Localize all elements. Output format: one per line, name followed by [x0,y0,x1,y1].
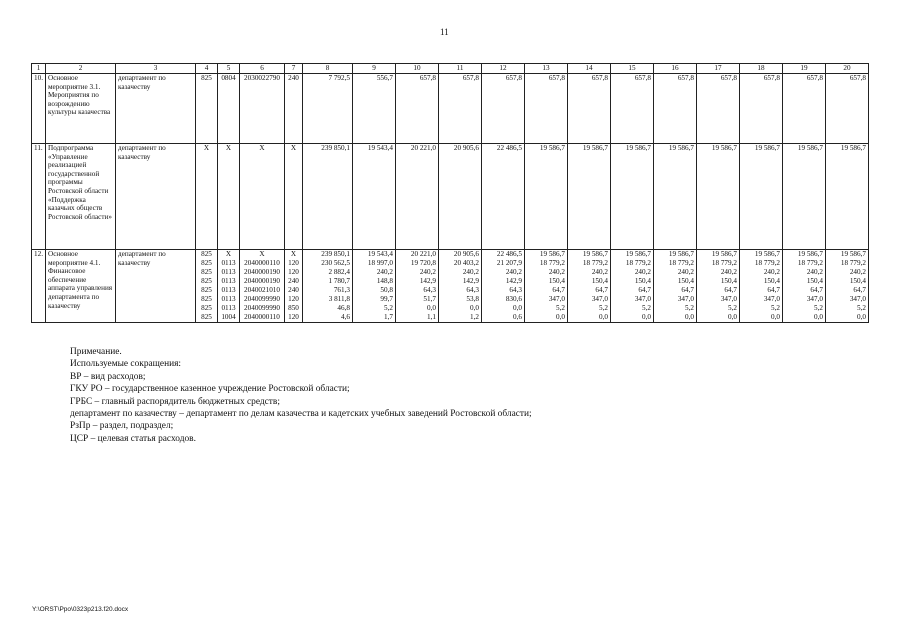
year-value: 0,0 [783,313,826,323]
column-number: 11 [439,64,482,74]
year-value: 240,2 [697,268,740,277]
year-value: 657,8 [783,74,826,144]
year-value: 347,0 [654,295,697,304]
table-row [32,74,869,144]
column-number: 12 [482,64,525,74]
year-value: 21 207,9 [482,259,525,268]
year-value: 19 586,7 [525,250,568,260]
year-value: 18 779,2 [611,259,654,268]
column-number: 9 [353,64,396,74]
year-value: 19 586,7 [740,250,783,260]
year-value: 19 586,7 [611,250,654,260]
year-value: 240,2 [439,268,482,277]
year-value: 5,2 [525,304,568,313]
year-value: 5,2 [654,304,697,313]
year-value: 150,4 [826,277,869,286]
csr-code: 2040021010 [240,286,285,295]
year-value: 19 586,7 [654,144,697,250]
year-value: 657,8 [568,74,611,144]
year-value: 18 779,2 [525,259,568,268]
year-value: 19 543,4 [353,144,396,250]
column-number: 4 [196,64,218,74]
year-value: 99,7 [353,295,396,304]
rzpr-code: 1004 [218,313,240,323]
year-value: 148,8 [353,277,396,286]
year-value: 657,8 [654,74,697,144]
year-value: 64,7 [740,286,783,295]
year-value: 150,4 [740,277,783,286]
year-value: 1,7 [353,313,396,323]
year-value: 64,3 [482,286,525,295]
year-value: 64,7 [826,286,869,295]
year-value: 19 586,7 [783,144,826,250]
year-value: 142,9 [482,277,525,286]
year-value: 19 586,7 [826,250,869,260]
rzpr-code: 0113 [218,259,240,268]
vr-code: 240 [285,286,303,295]
grbs-code: 825 [196,74,218,144]
grbs-code: 825 [196,286,218,295]
column-number: 14 [568,64,611,74]
year-value: 53,8 [439,295,482,304]
column-number: 5 [218,64,240,74]
year-value: 0,0 [439,304,482,313]
executor: департамент по казачеству [116,74,196,144]
year-value: 18 779,2 [568,259,611,268]
rzpr-code: 0113 [218,295,240,304]
year-value: 20 221,0 [396,144,439,250]
subprogram-name: Подпрограмма «Управление реализацией государственной программы Ростовской области «Поддержка казачьих обществ Ростовской области» [46,144,116,250]
csr-code: 2030022790 [240,74,285,144]
note-line: ВР – вид расходов; [70,371,146,382]
year-value: 1,2 [439,313,482,323]
vr-code: 120 [285,295,303,304]
column-number: 19 [783,64,826,74]
year-value: 240,2 [826,268,869,277]
year-value: 347,0 [697,295,740,304]
year-value: 18 779,2 [740,259,783,268]
total-value: 230 562,5 [303,259,353,268]
year-value: 0,0 [654,313,697,323]
grbs-code: 825 [196,313,218,323]
vr-code: X [285,250,303,260]
column-number: 2 [46,64,116,74]
year-value: 64,7 [611,286,654,295]
grbs-code: 825 [196,304,218,313]
year-value: 18 779,2 [783,259,826,268]
year-value: 657,8 [697,74,740,144]
year-value: 657,8 [826,74,869,144]
rzpr-code: 0113 [218,286,240,295]
note-heading: Примечание. [70,347,122,357]
table-header-row [32,64,869,74]
year-value: 64,7 [697,286,740,295]
note-line: ГРБС – главный распорядитель бюджетных средств; [70,396,280,407]
year-value: 657,8 [525,74,568,144]
note-line: департамент по казачеству – департамент по делам казачества и кадетских учебных заведений Ростовской области; [70,409,532,420]
vr-code: 120 [285,268,303,277]
year-value: 19 586,7 [826,144,869,250]
year-value: 240,2 [740,268,783,277]
year-value: 240,2 [783,268,826,277]
grbs-code: 825 [196,268,218,277]
total-value: 2 882,4 [303,268,353,277]
column-number: 6 [240,64,285,74]
row-number: 10. [32,74,46,144]
csr-code: X [240,250,285,260]
csr-code: X [240,144,285,250]
year-value: 347,0 [568,295,611,304]
year-value: 51,7 [396,295,439,304]
year-value: 240,2 [568,268,611,277]
year-value: 64,7 [654,286,697,295]
year-value: 19 720,8 [396,259,439,268]
year-value: 0,0 [697,313,740,323]
year-value: 0,0 [826,313,869,323]
total-value: 761,3 [303,286,353,295]
vr-code: 240 [285,277,303,286]
rzpr-code: X [218,144,240,250]
year-value: 64,3 [396,286,439,295]
year-value: 240,2 [353,268,396,277]
year-value: 19 586,7 [783,250,826,260]
year-value: 347,0 [611,295,654,304]
year-value: 0,0 [396,304,439,313]
year-value: 0,0 [525,313,568,323]
column-number: 16 [654,64,697,74]
grbs-code: 825 [196,250,218,260]
year-value: 830,6 [482,295,525,304]
year-value: 20 403,2 [439,259,482,268]
csr-code: 2040000190 [240,268,285,277]
year-value: 22 486,5 [482,144,525,250]
year-value: 240,2 [525,268,568,277]
year-value: 657,8 [439,74,482,144]
total-value: 4,6 [303,313,353,323]
year-value: 64,3 [439,286,482,295]
abbreviations-notes [70,346,532,445]
year-value: 0,0 [482,304,525,313]
year-value: 240,2 [396,268,439,277]
year-value: 5,2 [697,304,740,313]
table-row [32,250,869,260]
grbs-code: 825 [196,295,218,304]
year-value: 657,8 [482,74,525,144]
csr-code: 2040000110 [240,259,285,268]
year-value: 19 586,7 [568,144,611,250]
year-value: 5,2 [740,304,783,313]
year-value: 347,0 [740,295,783,304]
rzpr-code: 0804 [218,74,240,144]
column-number: 7 [285,64,303,74]
year-value: 0,6 [482,313,525,323]
year-value: 0,0 [611,313,654,323]
column-number: 10 [396,64,439,74]
year-value: 347,0 [525,295,568,304]
column-number: 20 [826,64,869,74]
year-value: 150,4 [783,277,826,286]
year-value: 0,0 [740,313,783,323]
year-value: 19 586,7 [697,250,740,260]
table-row [32,144,869,250]
year-value: 556,7 [353,74,396,144]
column-number: 17 [697,64,740,74]
year-value: 22 486,5 [482,250,525,260]
total-value: 46,8 [303,304,353,313]
year-value: 5,2 [568,304,611,313]
note-line: РзПр – раздел, подраздел; [70,421,174,432]
rzpr-code: 0113 [218,277,240,286]
year-value: 150,4 [525,277,568,286]
year-value: 0,0 [568,313,611,323]
year-value: 1,1 [396,313,439,323]
rzpr-code: 0113 [218,268,240,277]
column-number: 1 [32,64,46,74]
executor: департамент по казачеству [116,250,196,323]
year-value: 347,0 [783,295,826,304]
vr-code: 120 [285,313,303,323]
year-value: 19 586,7 [525,144,568,250]
year-value: 19 586,7 [611,144,654,250]
grbs-code: 825 [196,259,218,268]
rzpr-code: X [218,250,240,260]
grbs-code: 825 [196,277,218,286]
year-value: 18 779,2 [826,259,869,268]
year-value: 240,2 [654,268,697,277]
measure-name: Основное мероприятие 4.1. Финансовое обеспечение аппарата управления департамента по казачеству [46,250,116,323]
budget-table [31,63,869,323]
year-value: 150,4 [611,277,654,286]
file-path-footer: Y:\ORST\Ppo\0323p213.f20.docx [32,606,129,613]
year-value: 18 779,2 [654,259,697,268]
row-number: 12. [32,250,46,323]
year-value: 5,2 [783,304,826,313]
column-number: 18 [740,64,783,74]
year-value: 347,0 [826,295,869,304]
vr-code: 120 [285,259,303,268]
csr-code: 2040099990 [240,304,285,313]
note-line: Используемые сокращения: [70,359,182,370]
rzpr-code: 0113 [218,304,240,313]
year-value: 142,9 [396,277,439,286]
year-value: 18 779,2 [697,259,740,268]
page-number: 11 [440,27,449,37]
column-number: 13 [525,64,568,74]
csr-code: 2040099990 [240,295,285,304]
vr-code: 850 [285,304,303,313]
year-value: 657,8 [611,74,654,144]
year-value: 5,2 [826,304,869,313]
year-value: 240,2 [482,268,525,277]
year-value: 20 905,6 [439,144,482,250]
year-value: 19 586,7 [697,144,740,250]
year-value: 5,2 [353,304,396,313]
note-line: ЦСР – целевая статья расходов. [70,433,196,444]
year-value: 150,4 [654,277,697,286]
executor: департамент по казачеству [116,144,196,250]
total-value: 239 850,1 [303,144,353,250]
vr-code: X [285,144,303,250]
year-value: 20 221,0 [396,250,439,260]
year-value: 50,8 [353,286,396,295]
column-number: 15 [611,64,654,74]
total-value: 3 811,8 [303,295,353,304]
measure-name: Основное мероприятие 3.1. Мероприятия по возрождению культуры казачества [46,74,116,144]
grbs-code: X [196,144,218,250]
row-number: 11. [32,144,46,250]
year-value: 20 905,6 [439,250,482,260]
year-value: 150,4 [697,277,740,286]
vr-code: 240 [285,74,303,144]
year-value: 19 586,7 [740,144,783,250]
total-value: 1 780,7 [303,277,353,286]
year-value: 19 586,7 [654,250,697,260]
column-number: 8 [303,64,353,74]
year-value: 64,7 [568,286,611,295]
year-value: 142,9 [439,277,482,286]
csr-code: 2040000110 [240,313,285,323]
year-value: 657,8 [740,74,783,144]
column-number: 3 [116,64,196,74]
year-value: 64,7 [525,286,568,295]
total-value: 239 850,1 [303,250,353,260]
year-value: 657,8 [396,74,439,144]
year-value: 19 543,4 [353,250,396,260]
year-value: 240,2 [611,268,654,277]
year-value: 18 997,0 [353,259,396,268]
csr-code: 2040000190 [240,277,285,286]
year-value: 5,2 [611,304,654,313]
year-value: 64,7 [783,286,826,295]
year-value: 19 586,7 [568,250,611,260]
total-value: 7 792,5 [303,74,353,144]
year-value: 150,4 [568,277,611,286]
note-line: ГКУ РО – государственное казенное учреждение Ростовской области; [70,384,350,395]
